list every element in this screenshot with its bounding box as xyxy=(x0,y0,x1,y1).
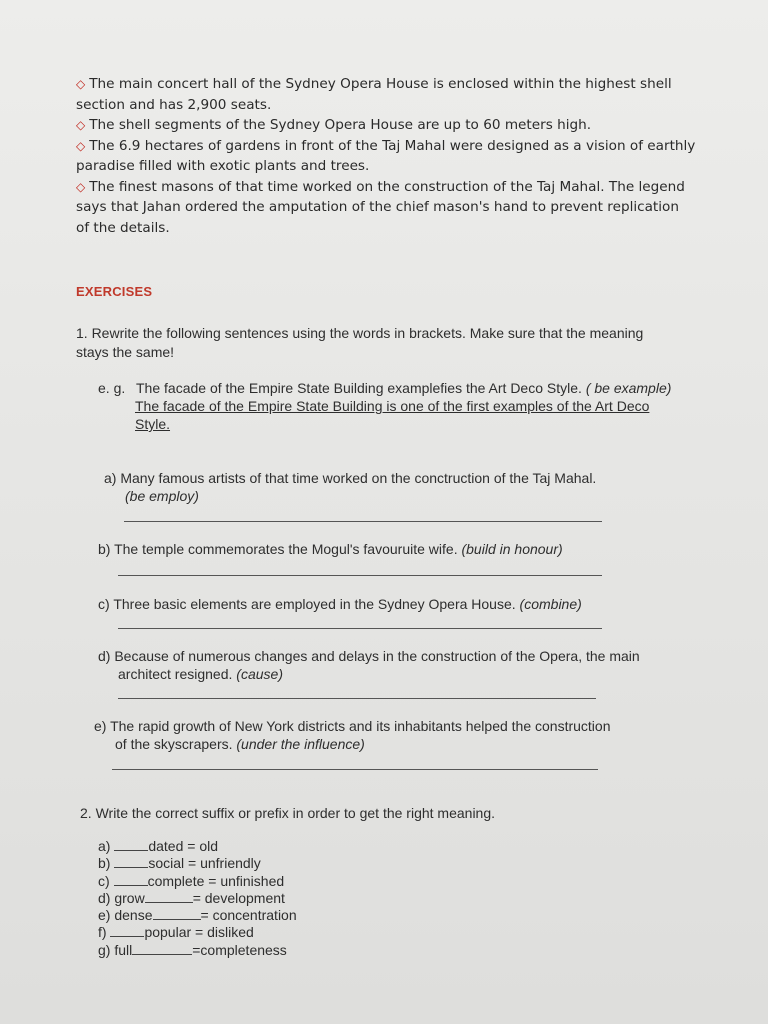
diamond-bullet-icon: ◇ xyxy=(76,118,86,132)
fact-item xyxy=(76,115,696,136)
affix-blank[interactable] xyxy=(132,942,192,955)
example-label: e. g. xyxy=(98,380,126,396)
example-sentence: The facade of the Empire State Building examplefies the Art Deco Style. xyxy=(136,380,582,396)
affix-label: d) xyxy=(98,889,111,906)
answer-line[interactable] xyxy=(118,628,602,629)
fact-text: The 6.9 hectares of gardens in front of the Taj Mahal were designed as a vision of earthly paradise filled with exotic plants and trees. xyxy=(76,137,696,174)
affix-after: complete = unfinished xyxy=(147,872,285,889)
fact-text: The main concert hall of the Sydney Opera House is enclosed within the highest shell section and has 2,900 seats. xyxy=(76,76,672,113)
fact-item xyxy=(76,74,696,115)
affix-after: = concentration xyxy=(200,907,297,924)
diamond-bullet-icon: ◇ xyxy=(76,77,86,91)
item-hint: (combine) xyxy=(519,596,582,612)
affix-item xyxy=(98,873,297,890)
exercise1-instruction: 1. Rewrite the following sentences using the words in brackets. Make sure that the meaning stays the same! xyxy=(76,325,644,360)
affix-item xyxy=(98,924,297,941)
item-label: c) xyxy=(98,596,110,612)
exercise2-instruction: 2. Write the correct suffix or prefix in order to get the right meaning. xyxy=(80,805,496,821)
affix-before: dense xyxy=(114,907,153,924)
affix-after: = development xyxy=(192,889,285,906)
affix-item xyxy=(98,855,297,872)
exercise1-item xyxy=(94,717,624,753)
item-hint: (build in honour) xyxy=(461,541,563,557)
item-hint: (be employ) xyxy=(125,488,199,504)
affix-after: dated = old xyxy=(148,838,219,854)
affix-item xyxy=(98,907,297,924)
affix-label: e) xyxy=(98,907,111,924)
affix-item xyxy=(98,942,297,959)
example-answer: The facade of the Empire State Building is one of the first examples of the Art Deco Style. xyxy=(135,398,650,432)
affix-list xyxy=(98,838,297,959)
item-text: Because of numerous changes and delays in the construction of the Opera, the main architect resigned. xyxy=(114,648,640,682)
answer-line[interactable] xyxy=(112,769,598,770)
affix-blank[interactable] xyxy=(114,838,148,851)
affix-after: social = unfriendly xyxy=(148,855,261,872)
exercises-heading: EXERCISES xyxy=(76,284,153,299)
item-label: d) xyxy=(98,648,111,664)
fact-text: The shell segments of the Sydney Opera House are up to 60 meters high. xyxy=(89,117,592,133)
affix-label: c) xyxy=(98,872,110,889)
item-text: Many famous artists of that time worked on the conctruction of the Taj Mahal. xyxy=(120,470,597,486)
item-text: The temple commemorates the Mogul's favouruite wife. xyxy=(114,541,458,557)
affix-label: f) xyxy=(98,924,107,941)
affix-item xyxy=(98,890,297,907)
affix-label: a) xyxy=(98,838,111,854)
fact-text: The finest masons of that time worked on the construction of the Taj Mahal. The legend says that Jahan ordered the amputation of the chief mason's hand to prevent replication of the details. xyxy=(76,178,685,236)
item-text: The rapid growth of New York districts and its inhabitants helped the construction of the skyscrapers. xyxy=(110,718,611,752)
affix-after: =completeness xyxy=(192,941,287,958)
item-hint: (cause) xyxy=(236,666,283,682)
example-block xyxy=(98,379,688,433)
affix-label: g) xyxy=(98,941,111,958)
affix-before: full xyxy=(114,941,133,958)
fact-item xyxy=(76,136,696,177)
answer-line[interactable] xyxy=(118,575,602,576)
example-hint: ( be example) xyxy=(585,380,672,396)
answer-line[interactable] xyxy=(118,698,596,699)
diamond-bullet-icon: ◇ xyxy=(76,179,86,194)
exercise1-item xyxy=(98,540,698,558)
affix-blank[interactable] xyxy=(114,873,148,886)
item-label: e) xyxy=(94,718,107,734)
affix-before: grow xyxy=(114,889,145,906)
item-label: b) xyxy=(98,541,111,557)
item-text: Three basic elements are employed in the Sydney Opera House. xyxy=(113,596,516,612)
item-label: a) xyxy=(104,470,117,486)
answer-line[interactable] xyxy=(124,521,602,522)
affix-blank[interactable] xyxy=(110,924,144,937)
affix-after: popular = disliked xyxy=(144,924,254,941)
facts-list xyxy=(76,74,696,238)
affix-item xyxy=(98,838,297,855)
affix-label: b) xyxy=(98,855,111,872)
exercise1-item xyxy=(98,595,698,613)
affix-blank[interactable] xyxy=(153,907,201,920)
diamond-bullet-icon: ◇ xyxy=(76,138,86,153)
exercise1-item xyxy=(98,647,668,683)
affix-blank[interactable] xyxy=(145,890,193,903)
exercise1-item xyxy=(104,469,694,505)
item-hint: (under the influence) xyxy=(236,736,365,752)
affix-blank[interactable] xyxy=(114,855,148,868)
fact-item xyxy=(76,177,696,239)
